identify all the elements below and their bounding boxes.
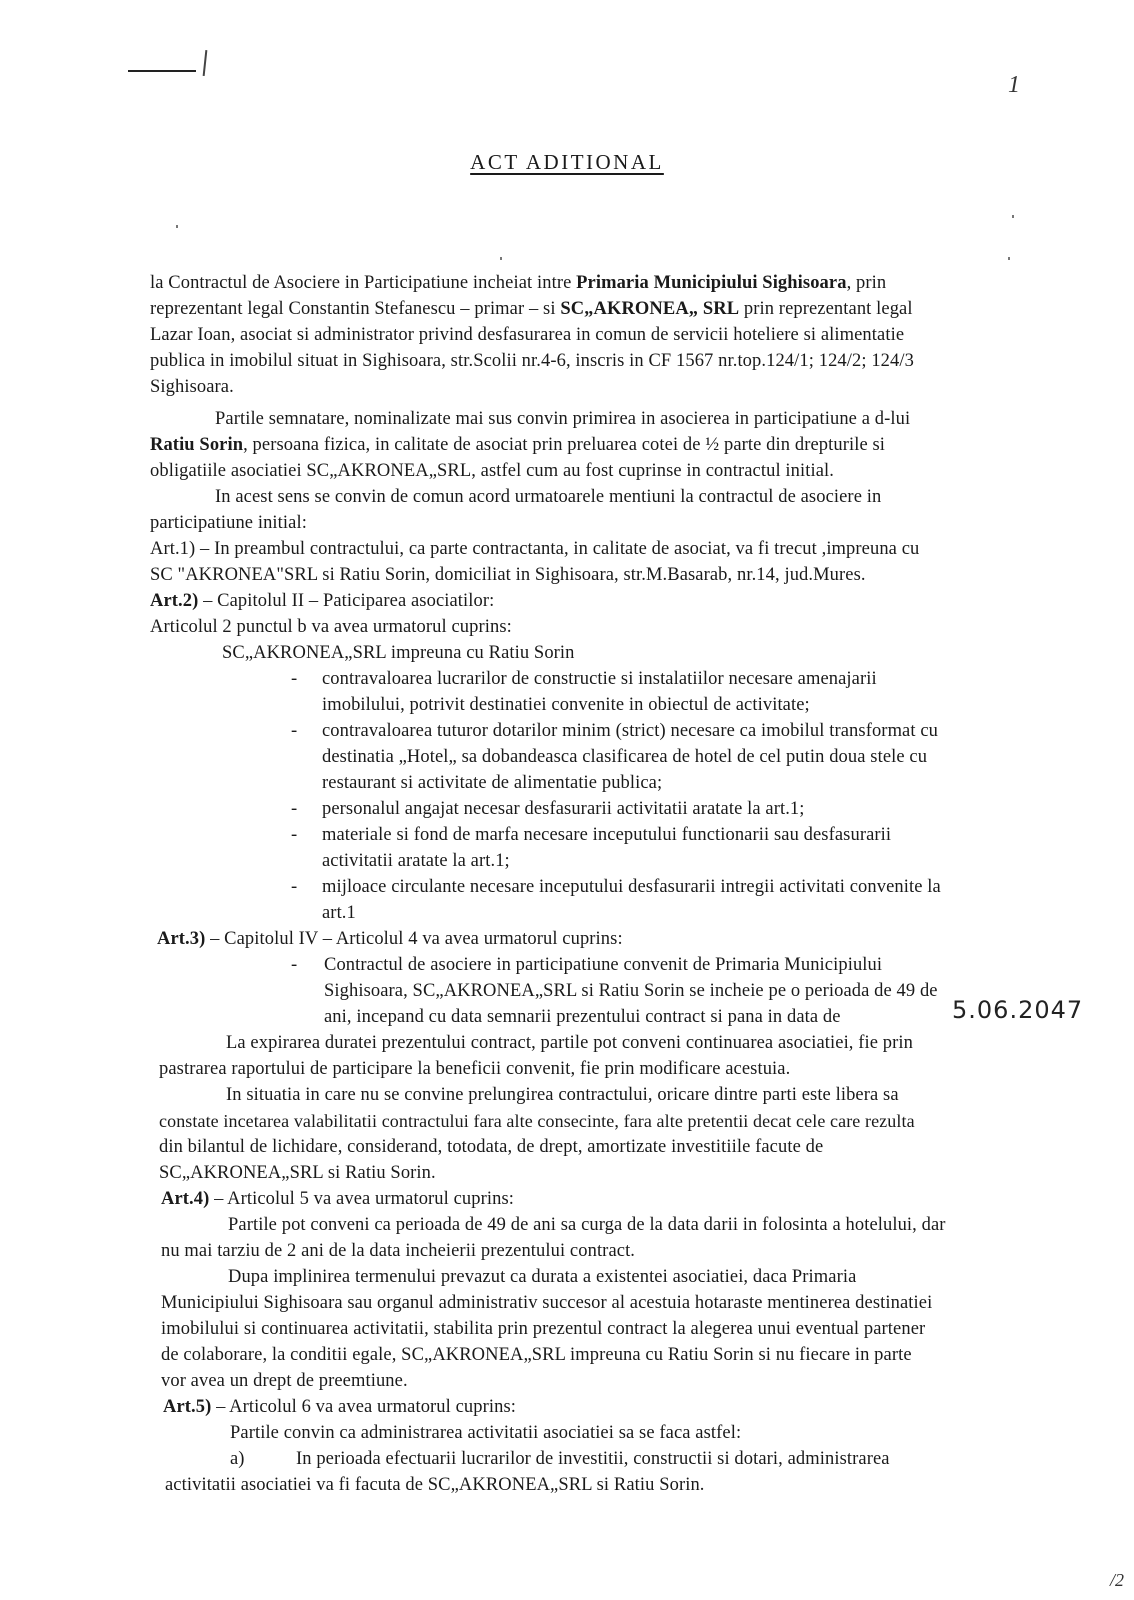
page-number: 1 <box>1008 72 1020 98</box>
art3-para-6: SC„AKRONEA„SRL si Ratiu Sorin. <box>159 1163 436 1183</box>
para2-line-1: In acest sens se convin de comun acord urmatoarele mentiuni la contractul de asociere in <box>215 487 882 507</box>
art2-item-3: personalul angajat necesar desfasurarii activitatii aratate la art.1; <box>322 799 805 819</box>
intro-line-4: publica in imobilul situat in Sighisoara, str.Scolii nr.4-6, inscris in CF 1567 nr.top.124/1; 124/2; 124/3 <box>150 351 914 371</box>
bullet-dash: - <box>291 669 298 689</box>
art4-heading: Art.4) – Articolul 5 va avea urmatorul cuprins: <box>161 1189 515 1209</box>
title-text: ACT ADITIONAL <box>470 150 664 174</box>
document-title <box>0 150 1134 175</box>
para2-line-2: participatiune initial: <box>150 513 307 533</box>
art3-para-5: din bilantul de lichidare, considerand, totodata, de drept, amortizate investitiile facute de <box>159 1137 824 1157</box>
art2-item-2c: restaurant si activitate de alimentatie publica; <box>322 773 663 793</box>
continuation-mark: /2 <box>1109 1570 1124 1590</box>
art2-heading: Art.2) – Capitolul II – Paticiparea asociatilor: <box>150 591 495 611</box>
scan-bar-mark <box>203 50 207 76</box>
art3-item-3: ani, incepand cu data semnarii prezentului contract si pana in data de <box>324 1007 841 1027</box>
para1-line-2: Ratiu Sorin, persoana fizica, in calitate de asociat prin preluarea cotei de ½ parte din drepturile si <box>150 435 886 455</box>
art3-para-2: pastrarea raportului de participare la beneficii convenit, fie prin modificare acestuia. <box>159 1059 791 1079</box>
bullet-dash: - <box>291 825 298 845</box>
art4-para-3: Dupa implinirea termenului prevazut ca durata a existentei asociatiei, daca Primaria <box>228 1267 857 1287</box>
para1-line-1: Partile semnatare, nominalizate mai sus convin primirea in asocierea in participatiune a d-lui <box>215 409 911 429</box>
art5-item-a-cont: activitatii asociatiei va fi facuta de SC„AKRONEA„SRL si Ratiu Sorin. <box>165 1475 705 1495</box>
art5-para-1: Partile convin ca administrarea activitatii asociatiei sa se faca astfel: <box>230 1423 742 1443</box>
art5-item-a-text: In perioada efectuarii lucrarilor de investitii, constructii si dotari, administrarea <box>296 1449 890 1469</box>
art2-item-4a: materiale si fond de marfa necesare inceputului functionarii sau desfasurarii <box>322 825 892 845</box>
scan-dash-mark <box>128 70 196 72</box>
art2-item-1a: contravaloarea lucrarilor de constructie si instalatiilor necesare amenajarii <box>322 669 877 689</box>
art3-item-2: Sighisoara, SC„AKRONEA„SRL si Ratiu Sorin se incheie pe o perioada de 49 de <box>324 981 938 1001</box>
art3-para-4: constate incetarea valabilitatii contractului fara alte consecinte, fara alte pretentii decat cele care rezulta <box>159 1111 915 1131</box>
art4-para-4: Municipiului Sighisoara sau organul administrativ succesor al acestuia hotaraste mentinerea destinatiei <box>161 1293 933 1313</box>
art4-para-5: imobilului si continuarea activitatii, stabilita prin prezentul contract la alegerea unui eventual partener <box>161 1319 926 1339</box>
art4-para-7: vor avea un drept de preemtiune. <box>161 1371 408 1391</box>
scan-speck <box>1008 257 1010 260</box>
art3-item-1: Contractul de asociere in participatiune convenit de Primaria Municipiului <box>324 955 883 975</box>
art1-line-2: SC "AKRONEA"SRL si Ratiu Sorin, domiciliat in Sighisoara, str.M.Basarab, nr.14, jud.Mures. <box>150 565 866 585</box>
art3-para-3: In situatia in care nu se convine prelungirea contractului, oricare dintre parti este libera sa <box>226 1085 899 1105</box>
art2-item-1b: imobilului, potrivit destinatiei convenite in obiectul de activitate; <box>322 695 810 715</box>
intro-line-3: Lazar Ioan, asociat si administrator privind desfasurarea in comun de servicii hoteliere si alimentatie <box>150 325 905 345</box>
scan-speck <box>500 257 502 260</box>
art4-para-2: nu mai tarziu de 2 ani de la data incheierii prezentului contract. <box>161 1241 636 1261</box>
art2-item-5b: art.1 <box>322 903 356 923</box>
art1-line-1: Art.1) – In preambul contractului, ca parte contractanta, in calitate de asociat, va fi trecut ,impreuna cu <box>150 539 920 559</box>
bullet-dash: - <box>291 877 298 897</box>
bullet-dash: - <box>291 799 298 819</box>
art2-item-2b: destinatia „Hotel„ sa dobandeasca clasificarea de hotel de cel putin doua stele cu <box>322 747 928 767</box>
scan-speck <box>176 225 178 228</box>
art2-item-2a: contravaloarea tuturor dotarilor minim (strict) necesare ca imobilul transformat cu <box>322 721 938 741</box>
para1-line-3: obligatiile asociatiei SC„AKRONEA„SRL, astfel cum au fost cuprinse in contractul initial. <box>150 461 834 481</box>
art2-lead: SC„AKRONEA„SRL impreuna cu Ratiu Sorin <box>222 643 575 663</box>
art5-heading: Art.5) – Articolul 6 va avea urmatorul cuprins: <box>163 1397 517 1417</box>
art2-item-4b: activitatii aratate la art.1; <box>322 851 510 871</box>
handwritten-date: 5.06.2047 <box>952 996 1084 1024</box>
scan-speck <box>1012 215 1014 218</box>
intro-line-5: Sighisoara. <box>150 377 234 397</box>
art4-para-6: de colaborare, la conditii egale, SC„AKRONEA„SRL impreuna cu Ratiu Sorin si nu fiecare in parte <box>161 1345 912 1365</box>
art3-heading: Art.3) – Capitolul IV – Articolul 4 va avea urmatorul cuprins: <box>157 929 623 949</box>
art5-item-a-label: a) <box>230 1449 245 1469</box>
art2-sub: Articolul 2 punctul b va avea urmatorul cuprins: <box>150 617 512 637</box>
intro-line-1: la Contractul de Asociere in Participatiune incheiat intre Primaria Municipiului Sighisoara, prin <box>150 273 887 293</box>
art3-para-1: La expirarea duratei prezentului contract, partile pot conveni continuarea asociatiei, fie prin <box>226 1033 913 1053</box>
intro-line-2: reprezentant legal Constantin Stefanescu – primar – si SC„AKRONEA„ SRL prin reprezentant legal <box>150 299 913 319</box>
bullet-dash: - <box>291 721 298 741</box>
art4-para-1: Partile pot conveni ca perioada de 49 de ani sa curga de la data darii in folosinta a hotelului, dar <box>228 1215 946 1235</box>
art2-item-5a: mijloace circulante necesare inceputului desfasurarii intregii activitati convenite la <box>322 877 941 897</box>
bullet-dash: - <box>291 955 298 975</box>
